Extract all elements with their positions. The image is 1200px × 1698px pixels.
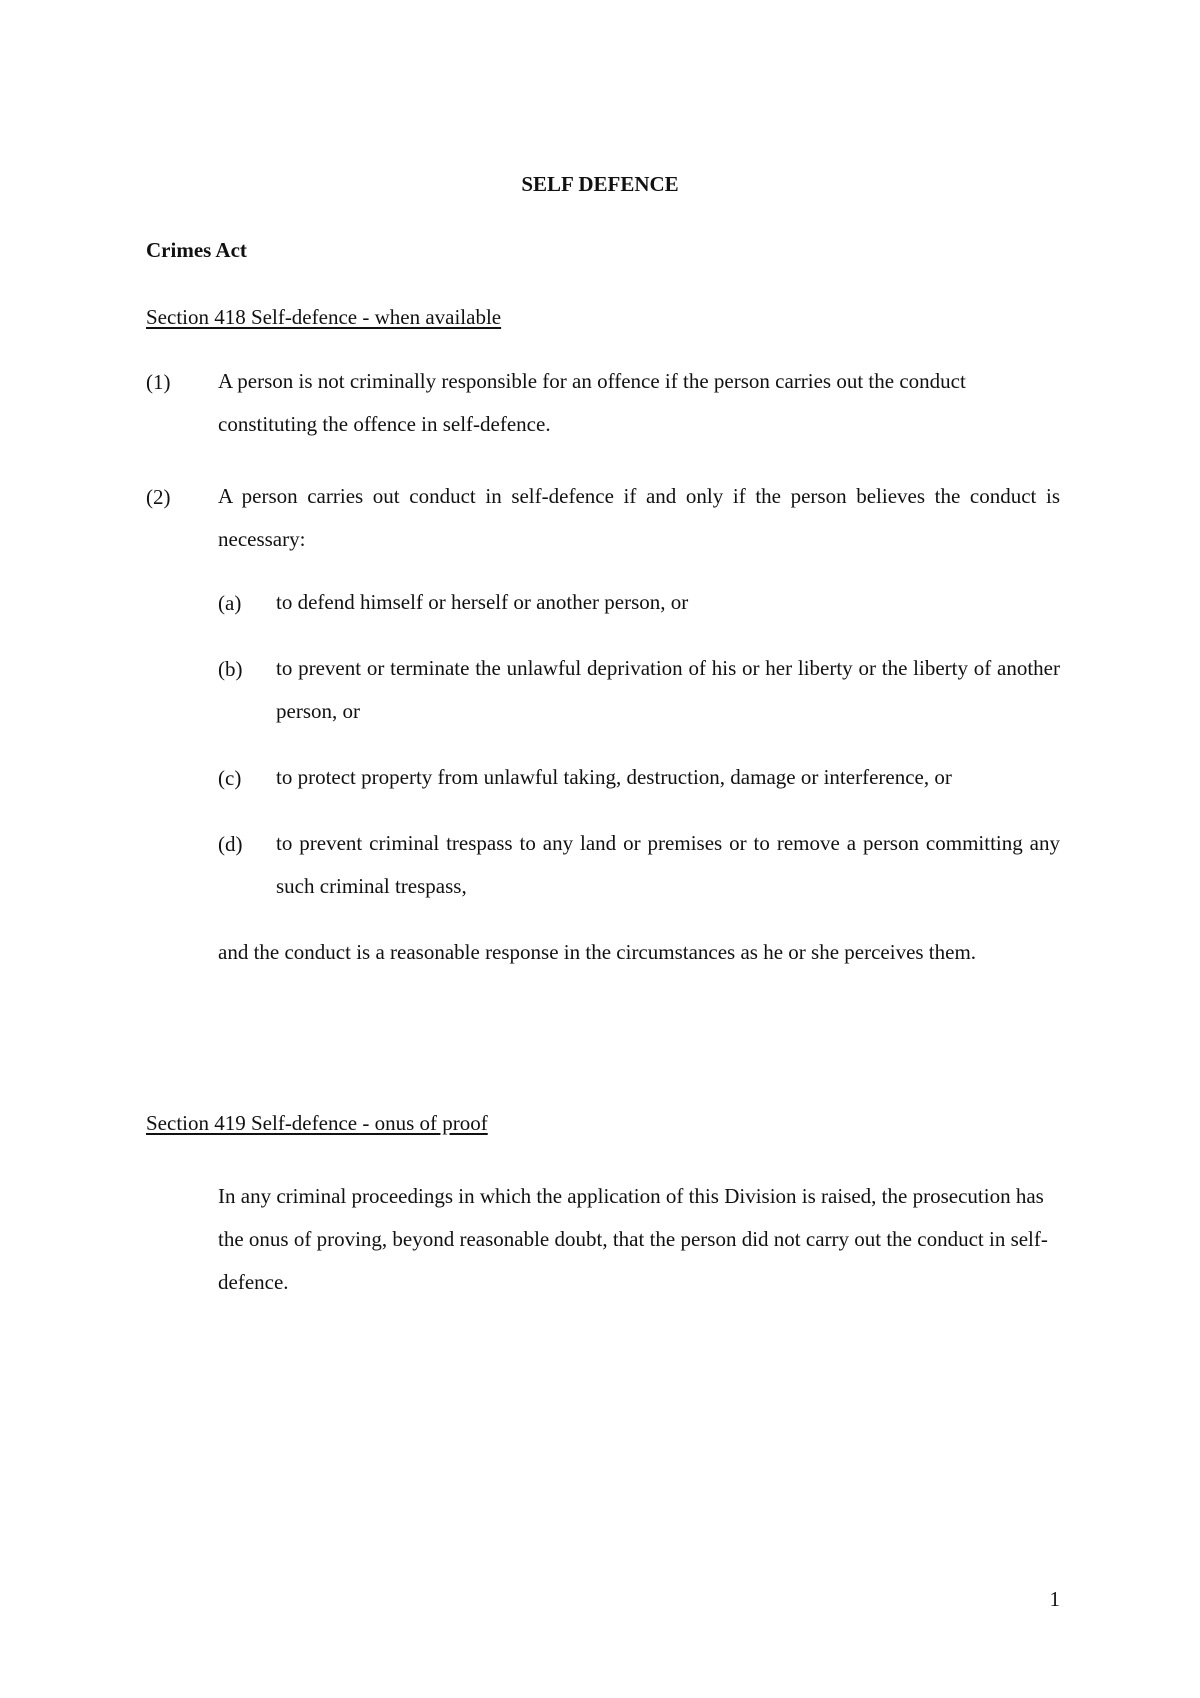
section-419-heading: Section 419 Self-defence - onus of proof bbox=[146, 1111, 488, 1135]
section-418-heading: Section 418 Self-defence - when available bbox=[146, 305, 502, 329]
act-heading: Crimes Act bbox=[146, 238, 247, 262]
paragraph-d-text: to prevent criminal trespass to any land or premises or to remove a person committing any such criminal trespass, bbox=[276, 831, 1060, 898]
paragraph-d-label: (d) bbox=[218, 832, 243, 856]
document-title: SELF DEFENCE bbox=[521, 172, 679, 196]
paragraph-b-text: to prevent or terminate the unlawful deprivation of his or her liberty or the liberty of another person, or bbox=[276, 656, 1060, 723]
paragraph-a-text: to defend himself or herself or another person, or bbox=[276, 590, 689, 614]
subsection-1-text: A person is not criminally responsible for an offence if the person carries out the conduct constituting the offence in self-defence. bbox=[218, 369, 966, 436]
paragraph-c-label: (c) bbox=[218, 766, 242, 790]
section-419-text: In any criminal proceedings in which the application of this Division is raised, the prosecution has the onus of proving, beyond reasonable doubt, that the person did not carry out the conduct in self-defence. bbox=[218, 1184, 1048, 1294]
subsection-2-closing: and the conduct is a reasonable response in the circumstances as he or she perceives them. bbox=[218, 940, 977, 964]
paragraph-c-text: to protect property from unlawful taking, destruction, damage or interference, or bbox=[276, 765, 952, 789]
subsection-2-number: (2) bbox=[146, 485, 171, 509]
paragraph-a-label: (a) bbox=[218, 591, 242, 615]
paragraph-b-label: (b) bbox=[218, 657, 243, 681]
page-number: 1 bbox=[1049, 1587, 1060, 1611]
subsection-2-text: A person carries out conduct in self-defence if and only if the person believes the conduct is necessary: bbox=[218, 484, 1060, 551]
subsection-1-number: (1) bbox=[146, 370, 171, 394]
